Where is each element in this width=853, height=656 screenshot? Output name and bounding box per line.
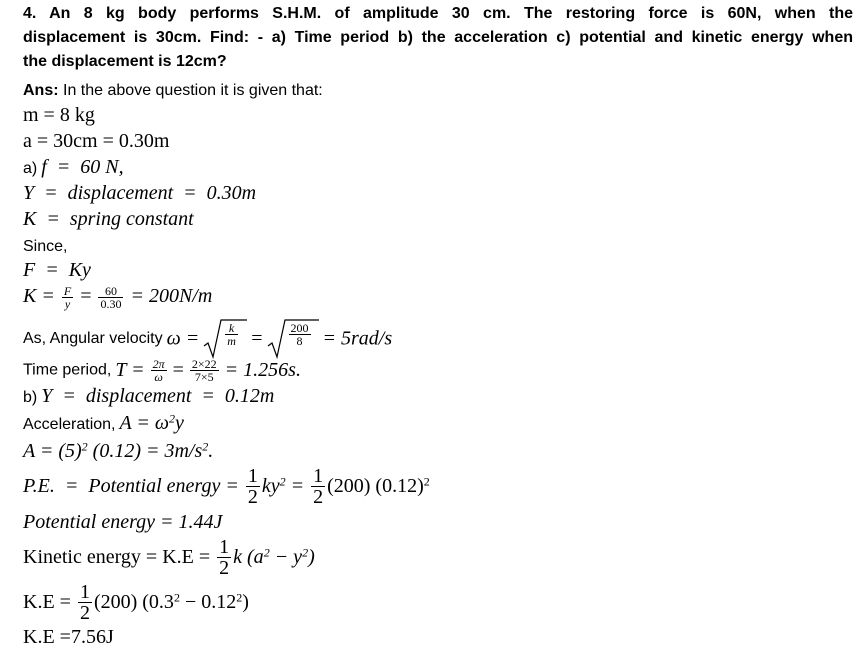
disp-prefix: b): [23, 389, 38, 406]
period-result: = 1.256s.: [224, 359, 301, 381]
k-lhs: K =: [23, 285, 55, 308]
hookes-law: F = Ky: [23, 259, 91, 281]
potential-energy-formula: P.E. = Potential energy = $\frac{1}{2}$ $ky^2$ = $\frac{1}{2}$ (200) $(0.12)^2$: [23, 465, 430, 508]
kinetic-energy-calc: K.E = $\frac{1}{2}$ (200) $(0.3^2 - 0.12^2)$: [23, 581, 249, 624]
spring-constant-calc: K = $\frac{F}{y}$ = $\frac{60}{0.30}$ = 200N/m: [23, 284, 213, 311]
mass-equation: m = 8 kg: [23, 104, 95, 126]
period-text: Time period,: [23, 361, 112, 379]
accel-text: Acceleration,: [23, 416, 116, 433]
time-period-calc: Time period, T = $\frac{2\pi}{\omega}$ = $\frac{2\times 22}{7\times 5}$ = 1.256s.: [23, 357, 301, 384]
omega-text: As, Angular velocity: [23, 330, 163, 347]
new-displacement-line: [23, 385, 274, 408]
new-displacement: Y = displacement = 0.12m: [41, 385, 275, 407]
amplitude-equation: a = 30cm = 0.30m: [23, 130, 170, 152]
sqrt-200-over-8: $\frac{200}{8}$: [267, 318, 319, 360]
force-line: [23, 156, 124, 179]
force-equation: f = 60 N,: [41, 156, 124, 178]
potential-energy-result: Potential energy = 1.44J: [23, 511, 223, 533]
fraction-44-over-35: $\frac{2\times 22}{7\times 5}$: [191, 357, 217, 384]
spring-constant-definition: K = spring constant: [23, 208, 194, 230]
answer-intro: [23, 82, 323, 100]
question-line-1: 4. An 8 kg body performs S.H.M. of amplitude 30 cm. The restoring force is 60N, when the: [23, 5, 853, 22]
question-text: [23, 2, 853, 74]
given-displacement: Y = displacement = 0.30m: [23, 182, 257, 204]
question-line-2: displacement is 30cm. Find: - a) Time period b) the acceleration c) potential and kinetic energy when: [23, 29, 853, 46]
sqrt-k-over-m: $\frac{k}{m}$: [203, 318, 247, 360]
kinetic-energy-formula: Kinetic energy = K.E = $\frac{1}{2}$ k $(a^2 - y^2)$: [23, 536, 315, 579]
fraction-half-1: $\frac{1}{2}$: [247, 465, 258, 508]
omega-result: = 5rad/s: [322, 327, 393, 350]
k-result: = 200N/m: [130, 285, 213, 308]
force-prefix: a): [23, 160, 38, 177]
since-text: Since,: [23, 238, 68, 255]
answer-label: Ans:: [23, 82, 59, 99]
answer-intro-text: In the above question it is given that:: [63, 82, 323, 99]
fraction-half-2: $\frac{1}{2}$: [313, 465, 324, 508]
acceleration-calc: $A = (5)^2$ $(0.12) = 3m/s^2$.: [23, 439, 214, 462]
fraction-2pi-over-omega: $\frac{2\pi}{\omega}$: [152, 357, 165, 384]
question-line-3: the displacement is 12cm?: [23, 53, 227, 70]
fraction-half-3: $\frac{1}{2}$: [219, 536, 230, 579]
fraction-60-over-030: $\frac{60}{0.30}$: [100, 284, 122, 311]
acceleration-formula: Acceleration, $A = \omega^2y$: [23, 411, 184, 434]
angular-velocity-calc: As, Angular velocity ω = $\frac{k}{m}$ = $\frac{200}{8}$ = 5rad/s: [23, 318, 392, 360]
fraction-half-4: $\frac{1}{2}$: [79, 581, 90, 624]
fraction-f-over-y: $\frac{F}{y}$: [63, 284, 72, 311]
kinetic-energy-result: K.E =7.56J: [23, 626, 114, 648]
